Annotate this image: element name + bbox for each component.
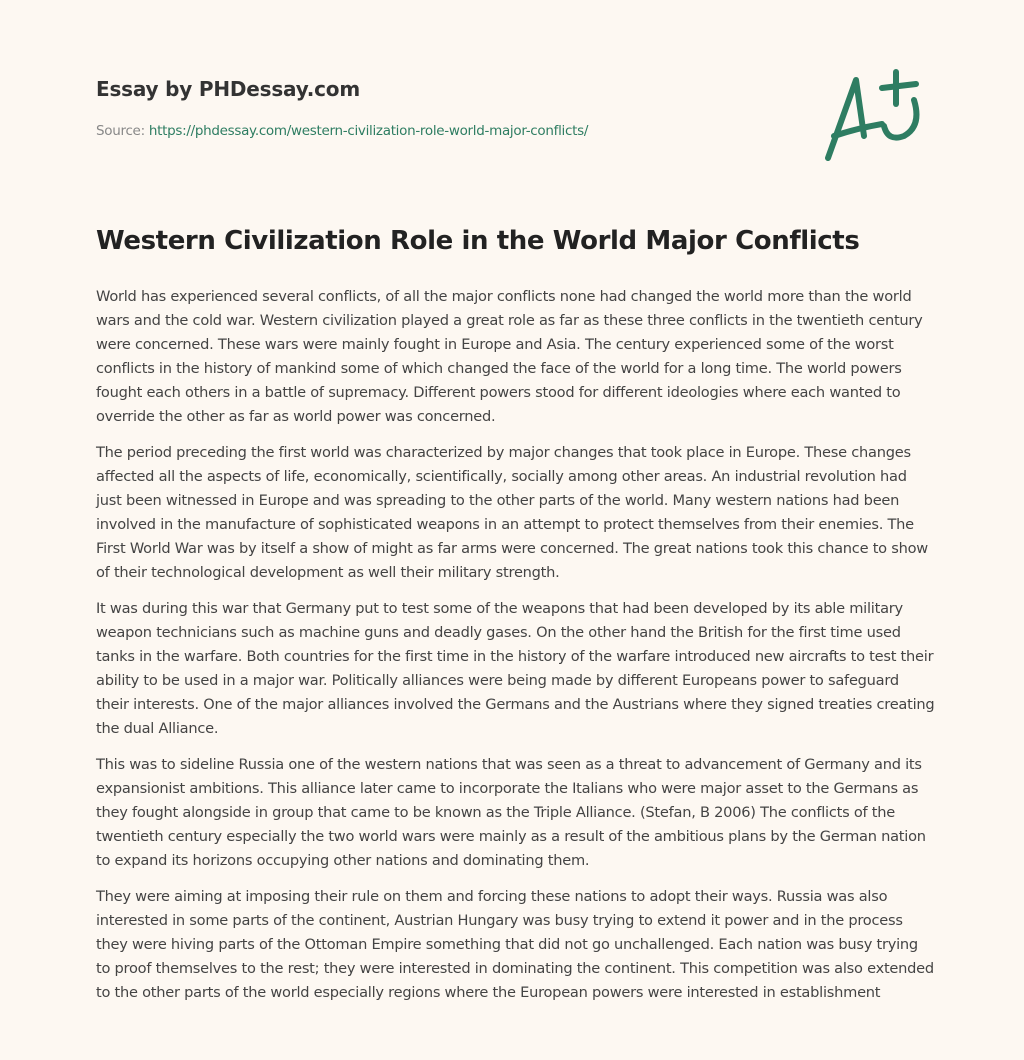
article-title: Western Civilization Role in the World Major Conflicts bbox=[96, 226, 860, 256]
paragraph: The period preceding the first world was characterized by major changes that took place in Europe. These changes affected all the aspects of life, economically, scientifically, socially among other areas. An industrial revolution had just been witnessed in Europe and was spreading to the other parts of the world. Many western nations had been involved in the manufacture of sophisticated weapons in an attempt to protect themselves from their enemies. The First World War was by itself a show of might as far arms were concerned. The great nations took this chance to show of their technological development as well their military strength. bbox=[96, 444, 928, 581]
article-body bbox=[96, 285, 936, 1017]
paragraph: It was during this war that Germany put to test some of the weapons that had been developed by its able military weapon technicians such as machine guns and deadly gases. On the other hand the British for the first time used tanks in the warfare. Both countries for the first time in the history of the warfare introduced new aircrafts to test their ability to be used in a major war. Politically alliances were being made by different Europeans power to safeguard their interests. One of the major alliances involved the Germans and the Austrians where they signed treaties creating the dual Alliance. bbox=[96, 600, 935, 737]
paragraph: World has experienced several conflicts, of all the major conflicts none had changed the world more than the world wars and the cold war. Western civilization played a great role as far as these three conflicts in the twentieth century were concerned. These wars were mainly fought in Europe and Asia. The century experienced some of the worst conflicts in the history of mankind some of which changed the face of the world for a long time. The world powers fought each others in a battle of supremacy. Different powers stood for different ideologies where each wanted to override the other as far as world power was concerned. bbox=[96, 288, 923, 425]
paragraph: They were aiming at imposing their rule on them and forcing these nations to adopt their ways. Russia was also interested in some parts of the continent, Austrian Hungary was busy trying to extend it power and in the process they were hiving parts of the Ottoman Empire something that did not go unchallenged. Each nation was busy trying to proof themselves to the rest; they were interested in dominating the continent. This competition was also extended to the other parts of the world especially regions where the European powers were interested in establishment bbox=[96, 888, 934, 1001]
source-link[interactable]: https://phdessay.com/western-civilization-role-world-major-conflicts/ bbox=[148, 123, 589, 139]
source-label: Source: bbox=[96, 123, 145, 139]
a-plus-logo-icon bbox=[818, 66, 930, 166]
paragraph: This was to sideline Russia one of the western nations that was seen as a threat to advancement of Germany and its expansionist ambitions. This alliance later came to incorporate the Italians who were major asset to the Germans as they fought alongside in group that came to be known as the Triple Alliance. (Stefan, B 2006) The conflicts of the twentieth century especially the two world wars were mainly as a result of the ambitious plans by the German nation to expand its horizons occupying other nations and dominating them. bbox=[96, 756, 926, 869]
source-line bbox=[96, 123, 588, 139]
site-brand: Essay by PHDessay.com bbox=[96, 77, 360, 101]
